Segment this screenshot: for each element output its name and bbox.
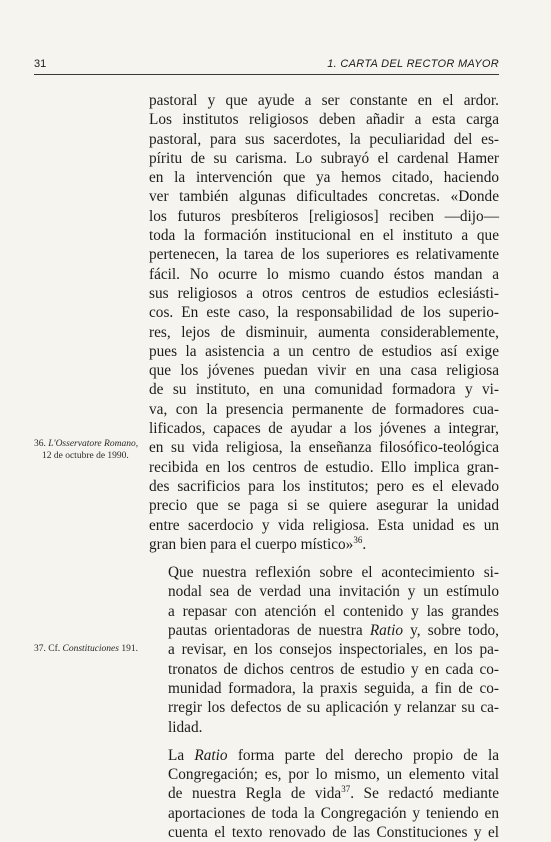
text-fragment: . Se redactó mediante: [350, 785, 499, 803]
text-line: en su vida religiosa, la enseñanza filosófico-teológica: [149, 439, 499, 457]
text-fragment: .: [362, 535, 367, 553]
running-title: 1. CARTA DEL RECTOR MAYOR: [327, 58, 499, 70]
text-line: cos. En este caso, la responsabilidad de los superio-: [149, 304, 499, 322]
body-text: [149, 91, 499, 842]
note-source: Constituciones: [62, 644, 119, 654]
text-line: [149, 621, 499, 640]
footnote-ref-36[interactable]: 36: [353, 534, 363, 545]
text-line: rregir los defectos de su aplicación y relanzar su ca-: [168, 699, 499, 717]
text-fragment: pautas orientadoras de nuestra: [168, 622, 363, 640]
text-line: [149, 784, 499, 803]
text-line: recibida en los centros de estudio. Ello implica gran-: [149, 458, 499, 476]
footnote-ref-37[interactable]: 37: [341, 784, 351, 795]
margin-note-37: [34, 643, 144, 655]
text-line: tronatos de dichos centros de estudio y en cada co-: [168, 660, 499, 678]
text-fragment: forma parte del derecho propio de la: [227, 746, 499, 764]
paragraph-1: [149, 91, 499, 554]
text-fragment: gran bien para el cuerpo místico»: [149, 535, 354, 553]
text-line: en la intervención que ya hemos citado, haciendo: [149, 169, 499, 187]
text-line: toda la formación institucional en el instituto a que: [149, 227, 499, 245]
text-line: pertenecen, la tarea de los superiores es relativamente: [149, 246, 499, 264]
text-line: Congregación; es, por lo mismo, un elemento vital: [168, 766, 499, 784]
text-line: precio que se paga si se quiere asegurar la unidad: [149, 497, 499, 515]
text-line: píritu de su carisma. Lo subrayó el cardenal Hamer: [149, 149, 499, 167]
text-line: ver también algunas dificultades concretas. «Donde: [149, 188, 499, 206]
text-line: que los jóvenes puedan vivir en una casa religiosa: [149, 362, 499, 380]
text-line: a repasar con atención el contenido y las grandes: [168, 602, 499, 620]
text-line: [149, 535, 499, 554]
text-line: fácil. No ocurre lo mismo cuando éstos mandan a: [149, 265, 499, 283]
text-line: va, con la presencia permanente de formadores cua-: [149, 400, 499, 418]
text-line: [149, 746, 499, 765]
note-date: 12 de octubre de 1990.: [42, 451, 129, 461]
paragraph-3: [149, 746, 499, 842]
text-line: lidad.: [168, 718, 203, 736]
text-line: nodal sea de verdad una invitación y un estímulo: [168, 583, 499, 601]
note-prefix: 37. Cf.: [34, 644, 63, 654]
text-line: aportaciones de toda la Congregación y teniendo en: [168, 804, 499, 822]
text-line: sus religiosos a otros centros de estudios eclesiásti-: [149, 284, 499, 302]
note-source: L'Osservatore Romano,: [48, 439, 139, 449]
ratio-title: Ratio: [194, 746, 228, 764]
text-line: Que nuestra reflexión sobre el acontecimiento si-: [168, 564, 499, 582]
text-line: los futuros presbíteros [religiosos] reciben —dijo—: [149, 207, 499, 225]
text-line: a revisar, en los consejos inspectoriales, en los pa-: [168, 641, 499, 659]
text-line: pues la asistencia a un centro de estudios así exige: [149, 342, 499, 360]
text-line: de su instituto, en una comunidad formadora y vi-: [149, 381, 499, 399]
text-line: Los institutos religiosos deben añadir a esta carga: [149, 111, 499, 129]
text-line: cuenta el texto renovado de las Constituciones y el: [168, 823, 499, 841]
text-fragment: La: [168, 746, 195, 764]
running-header: [34, 58, 499, 76]
paragraph-2: [149, 563, 499, 737]
margin-note-36: [34, 438, 144, 462]
text-line: munidad formadora, la praxis seguida, a fin de co-: [168, 679, 499, 697]
text-line: pastoral, para sus sacerdotes, la peculiaridad del es-: [149, 130, 499, 148]
text-line: des sacrificios para los institutos; pero es el elevado: [149, 477, 499, 495]
text-line: lificados, capaces de ayudar a los jóvenes a integrar,: [149, 420, 499, 438]
header-rule: [34, 74, 499, 75]
text-fragment: de nuestra Regla de vida: [168, 785, 342, 803]
note-suffix: 191.: [118, 644, 138, 654]
page-number: 31: [34, 58, 47, 70]
text-fragment: y, sobre todo,: [402, 622, 500, 640]
note-prefix: 36.: [34, 439, 49, 449]
text-line: res, lejos de disminuir, aumenta considerablemente,: [149, 323, 499, 341]
text-line: pastoral y que ayude a ser constante en el ardor.: [149, 92, 499, 109]
text-line: entre sacerdocio y vida religiosa. Esta unidad es un: [149, 516, 499, 534]
ratio-title: Ratio: [369, 622, 403, 640]
